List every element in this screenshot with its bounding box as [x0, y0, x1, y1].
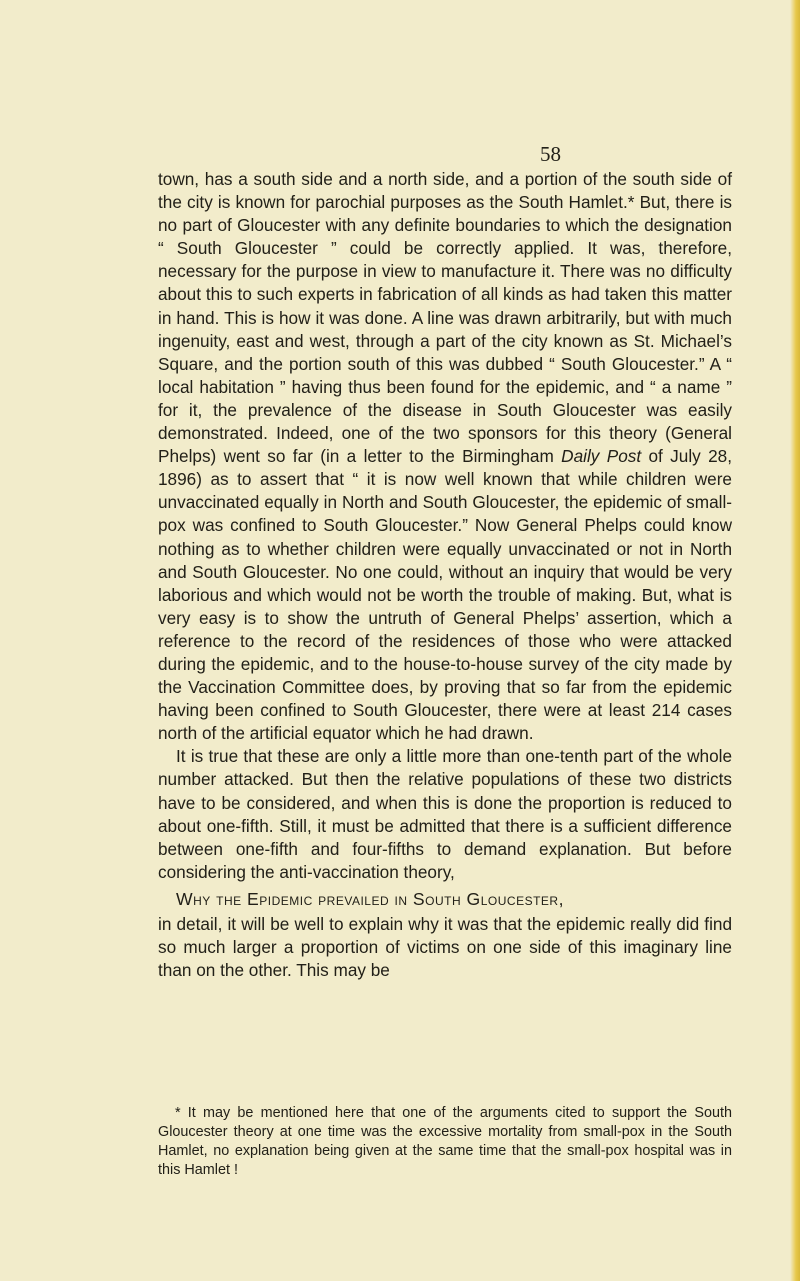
- newspaper-title: Daily Post: [561, 446, 642, 467]
- page-edge: [790, 0, 800, 1281]
- footnote: * It may be mentioned here that one of the arguments cited to support the South Gloucester theory at one time was the excessive mortality from small-pox in the South Hamlet, no explanation being given at the same time that the small-pox hospital was in this Hamlet !: [158, 1105, 732, 1178]
- paragraph-2: It is true that these are only a little more than one-tenth part of the whole number attacked. But then the relative populations of these two districts have to be considered, and when this is done the proportion is reduced to about one-fifth. Still, it must be admitted that there is a sufficient difference between one-fifth and four-fifths to demand explanation. But before considering the anti-vaccination theory,: [158, 746, 732, 882]
- paragraph-1-text: town, has a south side and a north side, and a portion of the south side of the city is known for parochial purposes as the South Hamlet.* But, there is no part of Gloucester with any definite boundaries to which the designation “ South Gloucester ” could be correctly applied. It was, therefore, necessary for the purpose in view to manufacture it. There was no difficulty about this to such experts in fabrication of all kinds as had taken this matter in hand. This is how it was done. A line was drawn arbitrarily, but with much ingenuity, east and west, through a part of the city known as St. Michael’s Square, and the portion south of this was dubbed “ South Gloucester.” A “ local habitation ” having thus been found for the epidemic, and “ a name ” for it, the prevalence of the disease in South Gloucester was easily demonstrated. Indeed, one of the two sponsors for this theory (General Phelps) went so far (in a letter to the Birmingham: [158, 169, 732, 467]
- section-heading: Why the Epidemic prevailed in South Gloucester,: [176, 888, 564, 909]
- paragraph-3: in detail, it will be well to explain why it was that the epidemic really did find so much larger a proportion of victims on one side of this imaginary line than on the other. This may be: [158, 914, 732, 981]
- body-text: [158, 168, 732, 982]
- paragraph-1: [158, 168, 732, 745]
- paragraph-1-continuation: of July 28, 1896) as to assert that “ it is now well known that while children were unvaccinated equally in North and South Gloucester, the epidemic of small-pox was confined to South Gloucester.” Now General Phelps could know nothing as to whether children were equally unvaccinated or not in North and South Gloucester. No one could, without an inquiry that would be very laborious and which would not be worth the trouble of making. But, what is very easy is to show the untruth of General Phelps’ assertion, which a reference to the record of the residences of those who were attacked during the epidemic, and to the house-to-house survey of the city made by the Vaccination Committee does, by proving that so far from the epidemic having been confined to South Gloucester, there were at least 214 cases north of the artificial equator which he had drawn.: [158, 446, 732, 744]
- page-number: 58: [540, 142, 561, 166]
